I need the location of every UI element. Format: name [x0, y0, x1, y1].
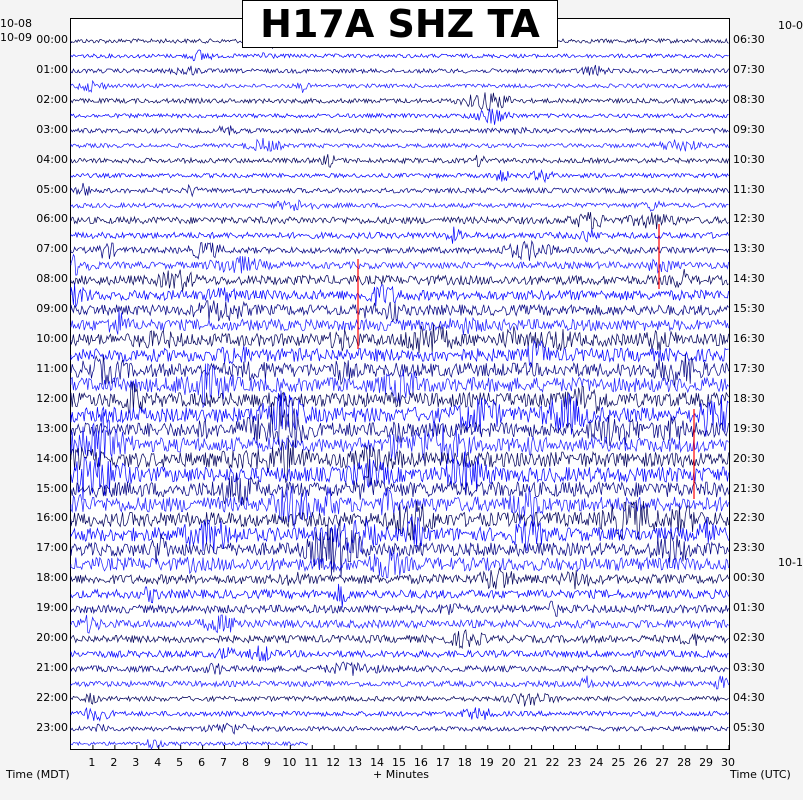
left-hour-label: 10:00: [36, 332, 68, 345]
left-hour-label: 02:00: [36, 92, 68, 106]
right-hour-label: 12:30: [733, 212, 765, 226]
x-tick-label: 14: [370, 756, 385, 769]
left-hour-label: 22:00: [36, 690, 68, 704]
right-hour-label: 19:30: [733, 421, 765, 435]
left-hour-label: 23:00: [36, 720, 68, 734]
left-hour-label: 12:00: [36, 391, 68, 405]
left-hour-label: 07:00: [36, 242, 68, 256]
trace-row: [71, 310, 729, 335]
left-hour-label: 21:00: [36, 660, 68, 674]
trace-row: [71, 662, 729, 676]
trace-row: [71, 739, 307, 749]
right-hour-label: 20:30: [733, 451, 765, 465]
right-hour-label: 16:30: [733, 332, 765, 345]
x-tick-label: 17: [435, 756, 450, 769]
trace-row: [71, 568, 729, 589]
x-tick-label: 1: [88, 756, 96, 769]
right-hour-label: 09:30: [733, 122, 765, 136]
right-date-top: 10-0: [778, 19, 803, 32]
x-tick-label: 13: [348, 756, 363, 769]
trace-row: [71, 212, 729, 229]
right-hour-label: 10:30: [733, 152, 765, 166]
trace-row: [71, 81, 729, 93]
trace-row: [71, 241, 729, 261]
right-hour-label: 14:30: [733, 272, 765, 286]
x-tick-label: 6: [198, 756, 206, 769]
x-tick-label: 3: [132, 756, 140, 769]
trace-row: [71, 109, 729, 125]
right-axis-label: Time (UTC): [730, 768, 791, 781]
x-tick-label: 21: [523, 756, 538, 769]
x-tick-label: 7: [220, 756, 228, 769]
trace-row: [71, 615, 729, 633]
trace-row: [71, 630, 729, 648]
x-tick-label: 19: [479, 756, 494, 769]
x-tick-label: 27: [655, 756, 670, 769]
left-hour-label: 06:00: [36, 212, 68, 226]
x-tick-label: 28: [677, 756, 692, 769]
right-hour-label: 18:30: [733, 391, 765, 405]
trace-row: [71, 693, 729, 707]
x-tick-label: 25: [611, 756, 626, 769]
trace-row: [71, 200, 729, 211]
left-hour-label: 19:00: [36, 601, 68, 615]
trace-row: [71, 170, 729, 182]
left-hour-label: 01:00: [36, 62, 68, 76]
right-hour-label: 04:30: [733, 690, 765, 704]
x-tick-label: 5: [176, 756, 184, 769]
x-tick-label: 4: [154, 756, 162, 769]
x-tick-label: 20: [501, 756, 516, 769]
left-hour-label: 17:00: [36, 541, 68, 555]
trace-row: [71, 269, 729, 291]
trace-row: [71, 255, 729, 276]
trace-row: [71, 138, 729, 151]
x-tick-label: 22: [545, 756, 560, 769]
x-tick-label: 8: [241, 756, 249, 769]
trace-row: [71, 92, 729, 110]
x-tick-label: 12: [326, 756, 341, 769]
left-hour-label: 14:00: [36, 451, 68, 465]
right-hour-label: 17:30: [733, 361, 765, 375]
right-hour-label: 07:30: [733, 62, 765, 76]
right-hour-label: 15:30: [733, 302, 765, 316]
x-axis-label: + Minutes: [373, 768, 430, 781]
x-tick-label: 10: [282, 756, 297, 769]
trace-row: [71, 324, 729, 354]
right-date-mid: 10-1: [778, 556, 803, 569]
left-hour-label: 04:00: [36, 152, 68, 166]
right-hour-label: 05:30: [733, 720, 765, 734]
left-hour-label: 11:00: [36, 361, 68, 375]
x-tick-label: 26: [633, 756, 648, 769]
left-hour-label: 08:00: [36, 272, 68, 286]
left-hour-label: 09:00: [36, 302, 68, 316]
right-hour-label: 06:30: [733, 33, 765, 46]
left-hour-label: 16:00: [36, 511, 68, 525]
x-tick-label: 29: [699, 756, 714, 769]
left-hour-label: 15:00: [36, 481, 68, 495]
x-tick-label: 15: [392, 756, 406, 769]
left-hour-label: 05:00: [36, 182, 68, 196]
trace-row: [71, 676, 729, 690]
right-hour-label: 13:30: [733, 242, 765, 256]
trace-row: [71, 183, 729, 196]
x-tick-label: 9: [263, 756, 271, 769]
trace-row: [71, 65, 729, 76]
right-hour-label: 08:30: [733, 92, 765, 106]
left-hour-label: 13:00: [36, 421, 68, 435]
right-hour-label: 22:30: [733, 511, 765, 525]
left-hour-label: 18:00: [36, 571, 68, 585]
trace-row: [71, 354, 729, 388]
right-hour-label: 00:30: [733, 571, 765, 585]
left-hour-label: 03:00: [36, 122, 68, 136]
trace-row: [71, 707, 729, 720]
right-hour-label: 23:30: [733, 541, 765, 555]
helicorder-traces: [71, 19, 729, 749]
right-hour-label: 01:30: [733, 601, 765, 615]
trace-row: [71, 584, 729, 608]
right-hour-label: 11:30: [733, 182, 765, 196]
left-axis-label: Time (MDT): [6, 768, 70, 781]
trace-row: [71, 646, 729, 662]
right-hour-label: 02:30: [733, 631, 765, 644]
x-tick-label: 18: [457, 756, 472, 769]
trace-row: [71, 601, 729, 616]
helicorder-plot: [70, 18, 730, 750]
x-tick-label: 2: [110, 756, 118, 769]
x-tick-label: 23: [567, 756, 582, 769]
x-tick-label: 24: [589, 756, 604, 769]
trace-row: [71, 126, 729, 136]
trace-row: [71, 301, 729, 322]
left-date-start: 10-09: [0, 31, 32, 44]
x-tick-label: 11: [304, 756, 319, 769]
trace-row: [71, 519, 729, 577]
right-hour-label: 03:30: [733, 660, 765, 674]
left-hour-label: 20:00: [36, 631, 68, 644]
x-tick-label: 30: [721, 756, 735, 769]
left-date-top: 10-08: [0, 17, 32, 30]
right-hour-label: 21:30: [733, 481, 765, 495]
trace-row: [71, 154, 729, 167]
trace-row: [71, 548, 729, 578]
trace-row: [71, 50, 729, 61]
trace-row: [71, 227, 729, 244]
x-tick-label: 16: [413, 756, 428, 769]
chart-title: H17A SHZ TA: [242, 0, 558, 48]
trace-row: [71, 723, 729, 734]
left-hour-label: 00:00: [36, 33, 68, 46]
